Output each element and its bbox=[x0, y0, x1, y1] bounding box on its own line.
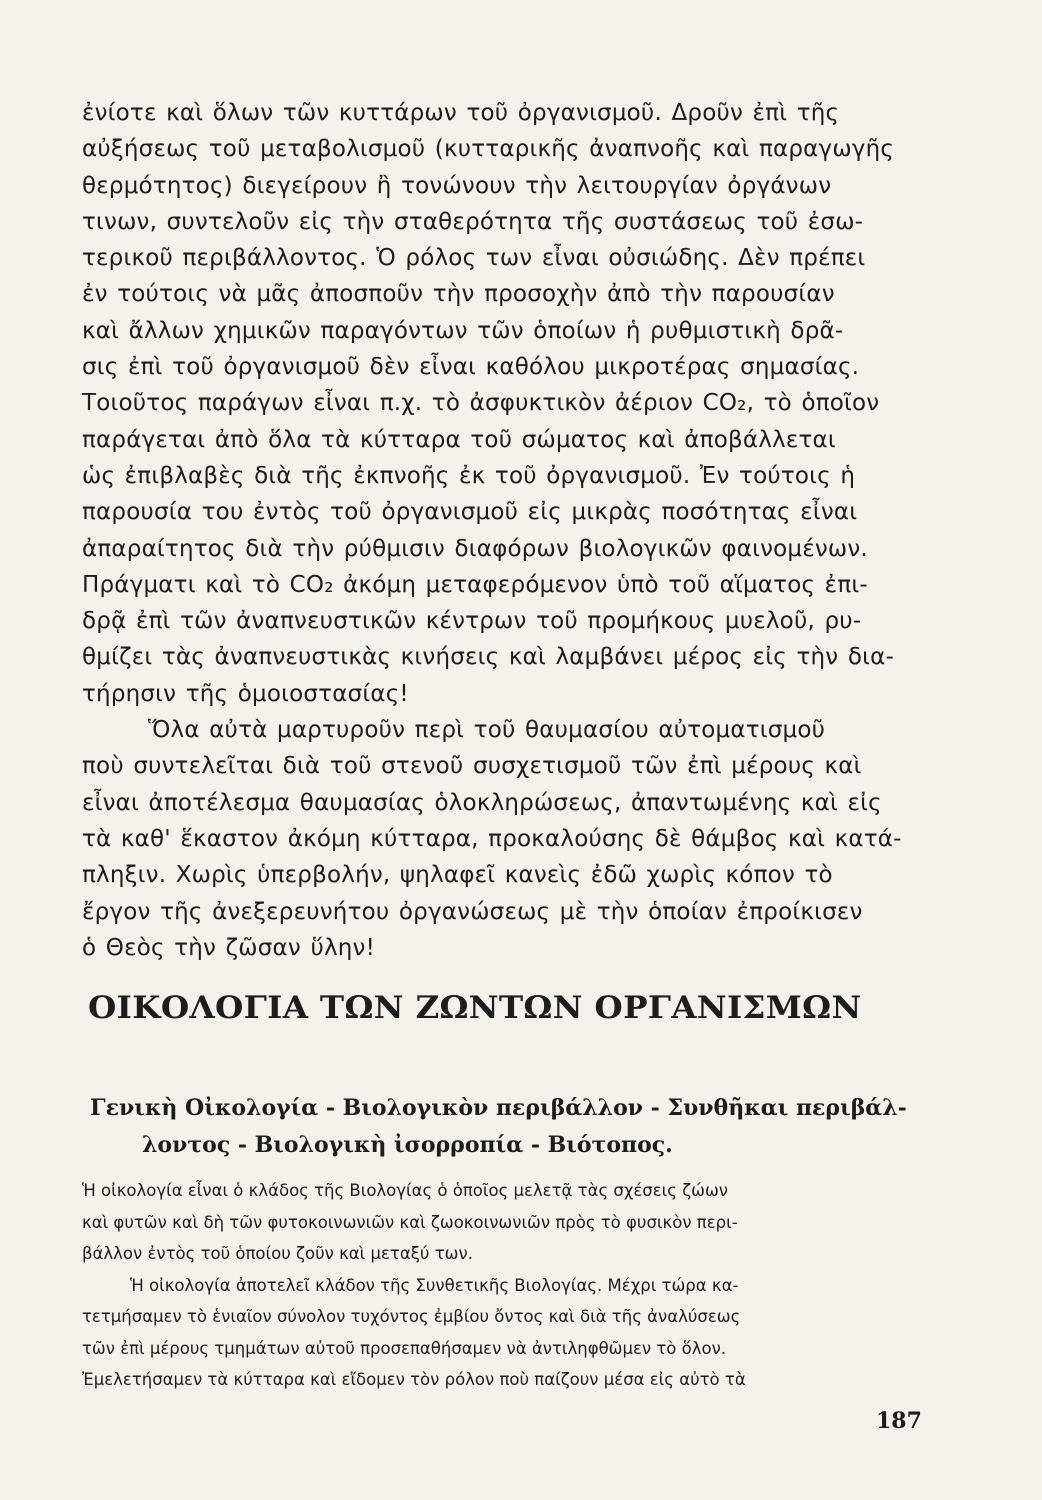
text-line: τῶν ἐπὶ μέρους τμημάτων αὐτοῦ προσεπαθήσαμεν νὰ ἀντιληφθῶμεν τὸ ὅλον. bbox=[82, 1338, 727, 1358]
text-line: ὁ Θεὸς τὴν ζῶσαν ὕλην! bbox=[82, 934, 376, 961]
text-line: ἀπαραίτητος διὰ τὴν ρύθμισιν διαφόρων βιολογικῶν φαινομένων. bbox=[82, 535, 868, 562]
text-line: παρουσία του ἐντὸς τοῦ ὀργανισμοῦ εἰς μικρὰς ποσότητας εἶναι bbox=[82, 499, 858, 526]
text-line: Τοιοῦτος παράγων εἶναι π.χ. τὸ ἀσφυκτικὸν ἀέριον CO₂, τὸ ὁποῖον bbox=[82, 390, 880, 417]
text-line: ἔργον τῆς ἀνεξερευνήτου ὀργανώσεως μὲ τὴν ὁποίαν ἐπροίκισεν bbox=[82, 898, 863, 925]
text-line: τήρησιν τῆς ὁμοιοστασίας! bbox=[82, 680, 409, 707]
text-line: ἐνίοτε καὶ ὅλων τῶν κυττάρων τοῦ ὀργανισμοῦ. Δροῦν ἐπὶ τῆς bbox=[82, 100, 840, 126]
body-paragraphs bbox=[82, 95, 940, 966]
intro-paragraphs bbox=[82, 1175, 940, 1396]
subheading-line: λοντος - Βιολογικὴ ἰσορροπία - Βιότοπος. bbox=[142, 1132, 673, 1158]
text-line: θερμότητος) διεγείρουν ἢ τονώνουν τὴν λειτουργίαν ὀργάνων bbox=[82, 172, 832, 199]
text-line: σις ἐπὶ τοῦ ὀργανισμοῦ δὲν εἶναι καθόλου μικροτέρας σημασίας. bbox=[82, 354, 860, 381]
text-line: τὰ καθ' ἕκαστον ἀκόμη κύτταρα, προκαλούσης δὲ θάμβος καὶ κατά- bbox=[82, 825, 902, 852]
text-line: αὐξήσεως τοῦ μεταβολισμοῦ (κυτταρικῆς ἀναπνοῆς καὶ παραγωγῆς bbox=[82, 136, 895, 163]
text-line: βάλλον ἐντὸς τοῦ ὁποίου ζοῦν καὶ μεταξύ των. bbox=[82, 1244, 473, 1263]
text-line: Ἐμελετήσαμεν τὰ κύτταρα καὶ εἴδομεν τὸν ρόλον ποὺ παίζουν μέσα εἰς αὐτὸ τὰ bbox=[82, 1370, 746, 1389]
text-line: καὶ ἄλλων χημικῶν παραγόντων τῶν ὁποίων ἡ ρυθμιστικὴ δρᾶ- bbox=[82, 317, 844, 344]
text-line: τερικοῦ περιβάλλοντος. Ὁ ρόλος των εἶναι οὐσιώδης. Δὲν πρέπει bbox=[82, 245, 866, 272]
text-line: ποὺ συντελεῖται διὰ τοῦ στενοῦ συσχετισμοῦ τῶν ἐπὶ μέρους καὶ bbox=[82, 753, 862, 780]
text-line: εἶναι ἀποτέλεσμα θαυμασίας ὁλοκληρώσεως, ἀπαντωμένης καὶ εἰς bbox=[82, 789, 882, 816]
text-line: Πράγματι καὶ τὸ CO₂ ἀκόμη μεταφερόμενον ὑπὸ τοῦ αἵματος ἐπι- bbox=[82, 571, 868, 598]
text-line: ἐν τούτοις νὰ μᾶς ἀποσποῦν τὴν προσοχὴν ἀπὸ τὴν παρουσίαν bbox=[82, 281, 835, 308]
text-line: καὶ φυτῶν καὶ δὴ τῶν φυτοκοινωνιῶν καὶ ζωοκοινωνιῶν πρὸς τὸ φυσικὸν περι- bbox=[82, 1212, 738, 1232]
text-line: θμίζει τὰς ἀναπνευστικὰς κινήσεις καὶ λαμβάνει μέρος εἰς τὴν δια- bbox=[82, 644, 894, 671]
text-line: τινων, συντελοῦν εἰς τὴν σταθερότητα τῆς συστάσεως τοῦ ἐσω- bbox=[82, 208, 864, 235]
text-line: παράγεται ἀπὸ ὅλα τὰ κύτταρα τοῦ σώματος καὶ ἀποβάλλεται bbox=[82, 426, 836, 453]
subheading-line: Γενικὴ Οἰκολογία - Βιολογικὸν περιβάλλον - Συνθῆκαι περιβάλ- bbox=[90, 1095, 907, 1121]
page-number: 187 bbox=[876, 1408, 922, 1434]
section-heading: ΟΙΚΟΛΟΓΙΑ ΤΩΝ ΖΩΝΤΩΝ ΟΡΓΑΝΙΣΜΩΝ bbox=[88, 990, 862, 1026]
text-line: Ἡ οἰκολογία εἶναι ὁ κλάδος τῆς Βιολογίας ὁ ὁποῖος μελετᾷ τὰς σχέσεις ζώων bbox=[82, 1181, 729, 1200]
text-line: ὡς ἐπιβλαβὲς διὰ τῆς ἐκπνοῆς ἐκ τοῦ ὀργανισμοῦ. Ἐν τούτοις ἡ bbox=[82, 462, 856, 489]
section-subheading bbox=[90, 1090, 907, 1164]
text-line: δρᾷ ἐπὶ τῶν ἀναπνευστικῶν κέντρων τοῦ προμήκους μυελοῦ, ρυ- bbox=[82, 608, 862, 635]
text-line: τετμήσαμεν τὸ ἑνιαῖον σύνολον τυχόντος ἐμβίου ὄντος καὶ διὰ τῆς ἀναλύσεως bbox=[82, 1307, 741, 1326]
text-line: Ὅλα αὐτὰ μαρτυροῦν περὶ τοῦ θαυμασίου αὐτοματισμοῦ bbox=[148, 717, 826, 744]
text-line: Ἡ οἰκολογία ἀποτελεῖ κλάδον τῆς Συνθετικῆς Βιολογίας. Μέχρι τώρα κα- bbox=[130, 1275, 739, 1295]
text-line: πληξιν. Χωρὶς ὑπερβολήν, ψηλαφεῖ κανεὶς ἐδῶ χωρὶς κόπον τὸ bbox=[82, 862, 833, 889]
